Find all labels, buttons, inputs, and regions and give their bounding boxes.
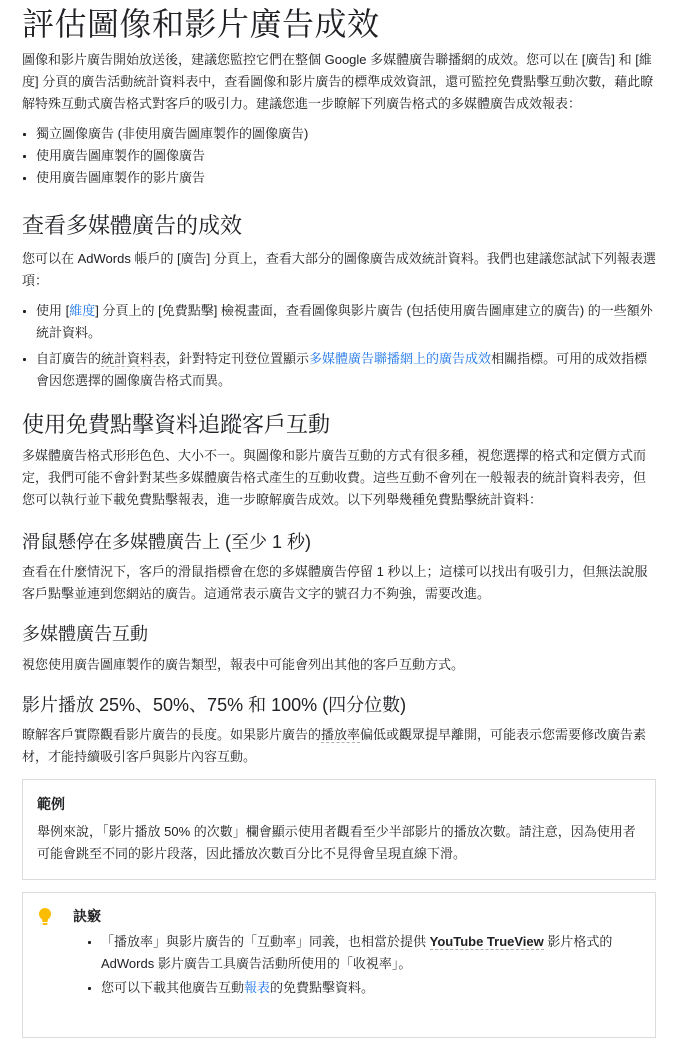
reports-link[interactable]: 報表: [244, 980, 271, 995]
report-options-list: [22, 300, 657, 392]
tip-list: [87, 931, 643, 999]
example-title: 範例: [37, 796, 65, 812]
subsection-heading-hover: 滑鼠懸停在多媒體廣告上 (至少 1 秒): [22, 532, 312, 552]
section-paragraph: 視您使用廣告圖庫製作的廣告類型，報表中可能會列出其他的客戶互動方式。: [22, 657, 465, 672]
example-paragraph: 舉例來說，「影片播放 50% 的次數」欄會顯示使用者觀看至少半部影片的播放次數。請注意，因為使用者可能會跳至不同的影片段落，因此播放次數百分比不見得會呈現直線下滑。: [37, 824, 636, 861]
section-heading-free-clicks: 使用免費點擊資料追蹤客戶互動: [22, 412, 331, 437]
page-title: 評估圖像和影片廣告成效: [22, 6, 380, 42]
section-paragraph: 多媒體廣告格式形形色色、大小不一。與圖像和影片廣告互動的方式有很多種，視您選擇的格式和定價方式而定，我們可能不會針對某些多媒體廣告格式產生的互動收費。這些互動不會列在一般報表的統計資料表旁，但您可以執行並下載免費點擊報表，進一步瞭解廣告成效。以下列舉幾種免費點擊統計資料：: [22, 448, 647, 507]
section-paragraph: 瞭解客戶實際觀看影片廣告的長度。如果影片廣告的播放率偏低或觀眾提早離開，可能表示您需要修改廣告素材，才能持續吸引客戶與影片內容互動。: [22, 727, 647, 764]
list-item: 獨立圖像廣告 (非使用廣告圖庫製作的圖像廣告): [36, 123, 657, 145]
example-callout: [22, 779, 656, 880]
youtube-trueview-glossary[interactable]: YouTube TrueView: [429, 934, 544, 949]
subsection-heading-quartiles: 影片播放 25%、50%、75% 和 100% (四分位數): [22, 695, 407, 715]
ad-format-list: [22, 123, 657, 189]
list-item: 使用 [維度] 分頁上的 [免費點擊] 檢視畫面，查看圖像與影片廣告 (包括使用廣告圖庫建立的廣告) 的一些額外統計資料。: [36, 300, 657, 344]
lightbulb-icon: [37, 907, 53, 931]
section-paragraph: 您可以在 AdWords 帳戶的 [廣告] 分頁上，查看大部分的圖像廣告成效統計資料。我們也建議您試試下列報表選項：: [22, 251, 656, 288]
list-item: 您可以下載其他廣告互動報表的免費點擊資料。: [101, 977, 643, 999]
subsection-heading-interactions: 多媒體廣告互動: [22, 624, 148, 644]
dimensions-link[interactable]: 維度: [69, 303, 96, 318]
statistics-table-glossary[interactable]: 統計資料表: [101, 351, 167, 366]
list-item: 自訂廣告的統計資料表，針對特定刊登位置顯示多媒體廣告聯播網上的廣告成效相關指標。可用的成效指標會因您選擇的圖像廣告格式而異。: [36, 348, 657, 392]
list-item: 使用廣告圖庫製作的影片廣告: [36, 167, 657, 189]
section-paragraph: 查看在什麼情況下，客戶的滑鼠指標會在您的多媒體廣告停留 1 秒以上；這樣可以找出有吸引力，但無法說服客戶點擊並連到您網站的廣告。這通常表示廣告文字的號召力不夠強，需要改進。: [22, 564, 648, 601]
tip-callout: [22, 892, 656, 1038]
intro-paragraph: 圖像和影片廣告開始放送後，建議您監控它們在整個 Google 多媒體廣告聯播網的成效。您可以在 [廣告] 和 [維度] 分頁的廣告活動統計資料表中，查看圖像和影片廣告的標準成效資訊，還可監控免費點擊互動次數，藉此瞭解特殊互動式廣告格式對客戶的吸引力。建議您進一步瞭解下列廣告格式的多媒體廣告成效報表：: [22, 52, 654, 111]
section-heading-view-performance: 查看多媒體廣告的成效: [22, 213, 243, 238]
display-network-performance-link[interactable]: 多媒體廣告聯播網上的廣告成效: [309, 351, 492, 366]
list-item: 使用廣告圖庫製作的圖像廣告: [36, 145, 657, 167]
view-rate-glossary[interactable]: 播放率: [321, 727, 361, 742]
list-item: 「播放率」與影片廣告的「互動率」同義，也相當於提供 YouTube TrueView 影片格式的 AdWords 影片廣告工具廣告活動所使用的「收視率」。: [101, 931, 643, 975]
tip-title: 訣竅: [73, 908, 101, 924]
